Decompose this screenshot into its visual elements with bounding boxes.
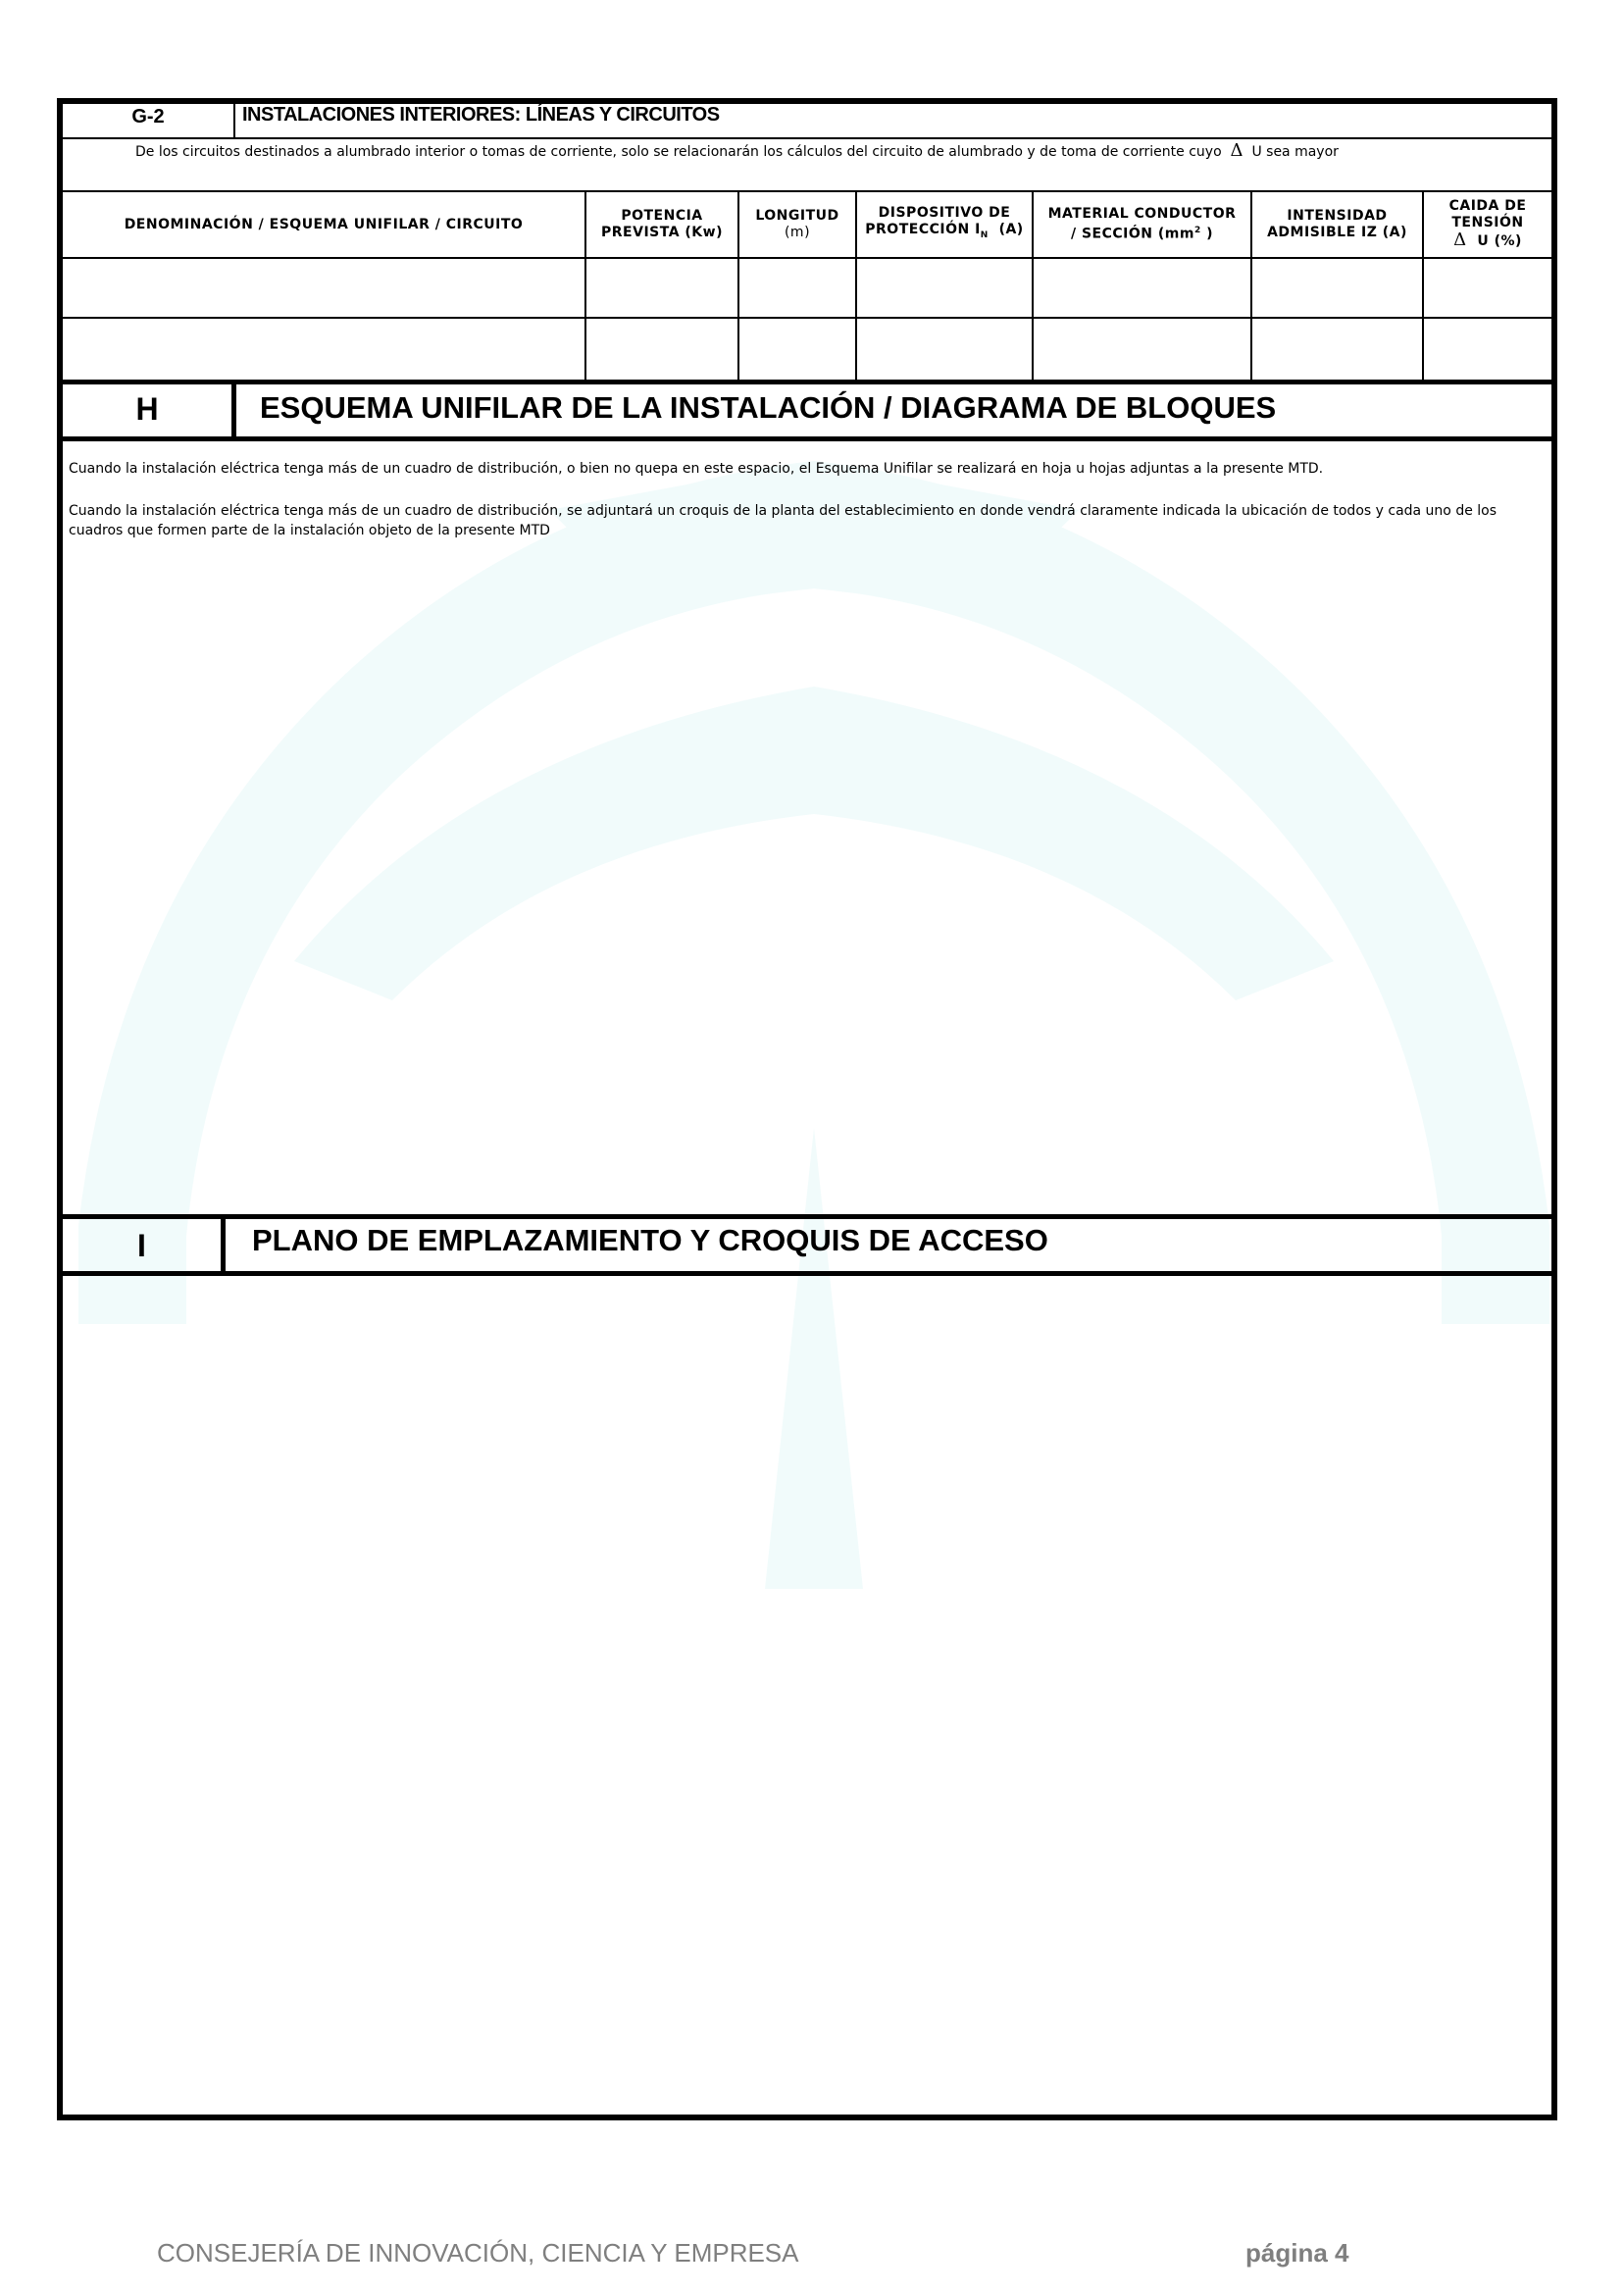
h-paragraph-1: Cuando la instalación eléctrica tenga más de un cuadro de distribución, o bien no quepa en este espacio, el Esquema Unifilar se realizará en hoja u hojas adjuntas a la presente MTD. [69, 461, 1324, 477]
section-g2-title: INSTALACIONES INTERIORES: LÍNEAS Y CIRCUITOS [242, 104, 720, 126]
g2-row1-material-cell[interactable] [1034, 259, 1250, 317]
g2-row1-longitud-cell[interactable] [739, 259, 855, 317]
section-g2-code: G-2 [131, 106, 165, 127]
i-drawing-area[interactable] [65, 1278, 1551, 2115]
col-header-longitud: LONGITUD (m) [755, 208, 839, 240]
g2-row1-intensidad-cell[interactable] [1252, 259, 1422, 317]
h-header-bottom-line [63, 436, 1551, 441]
col-header-intensidad: INTENSIDAD ADMISIBLE IZ (A) [1267, 208, 1407, 240]
footer-organization: CONSEJERÍA DE INNOVACIÓN, CIENCIA Y EMPRESA [157, 2238, 799, 2268]
col-header-dispositivo: DISPOSITIVO DE PROTECCIÓN $I_N$ (A) [865, 205, 1024, 240]
g2-row1-dispositivo-cell[interactable] [857, 259, 1032, 317]
g2-row2-material-cell[interactable] [1034, 319, 1250, 381]
section-h-title: ESQUEMA UNIFILAR DE LA INSTALACIÓN / DIAGRAMA DE BLOQUES [260, 390, 1277, 425]
section-i-code: I [137, 1228, 146, 1263]
h-paragraph-2: Cuando la instalación eléctrica tenga más de un cuadro de distribución, se adjuntará un croquis de la planta del establecimiento en donde vendrá claramente indicada la ubicación de todos y cada uno de los cuadros que formen parte de la instalación objeto de la presente MTD [69, 503, 1497, 538]
g2-note-delta: Δ [1230, 140, 1243, 161]
delta-icon: Δ [1453, 229, 1467, 250]
h-header-top-line [63, 380, 1551, 384]
g2-row2-longitud-cell[interactable] [739, 319, 855, 381]
i-header-top-line [63, 1214, 1551, 1219]
i-code-divider [221, 1214, 226, 1276]
g2-row2-intensidad-cell[interactable] [1252, 319, 1422, 381]
col-header-caida: CAIDA DE TENSIÓN Δ U (%) [1448, 197, 1527, 250]
g2-note-suffix: U sea mayor [1251, 144, 1339, 160]
g2-note-prefix: De los circuitos destinados a alumbrado interior o tomas de corriente, solo se relacionarán los cálculos del circuito de alumbrado y de toma de corriente cuyo [135, 144, 1222, 160]
col-header-material: MATERIAL CONDUCTOR / SECCIÓN ($mm^2$ ) [1047, 206, 1237, 242]
g2-note [135, 141, 1339, 162]
g2-code-divider [233, 102, 235, 137]
footer-page-number: página 4 [1245, 2238, 1349, 2268]
g2-row2-denominacion-cell[interactable] [65, 319, 584, 381]
i-header-bottom-line [63, 1271, 1551, 1276]
col-header-denominacion: DENOMINACIÓN / ESQUEMA UNIFILAR / CIRCUITO [124, 216, 524, 232]
g2-row2-caida-cell[interactable] [1424, 319, 1551, 381]
g2-header-bottom-line [63, 137, 1551, 139]
col-header-potencia: POTENCIA PREVISTA (Kw) [601, 208, 723, 240]
section-i-title: PLANO DE EMPLAZAMIENTO Y CROQUIS DE ACCESO [252, 1223, 1048, 1257]
h-code-divider [231, 380, 236, 441]
g2-row1-potencia-cell[interactable] [586, 259, 737, 317]
g2-row2-dispositivo-cell[interactable] [857, 319, 1032, 381]
h-drawing-area[interactable] [65, 549, 1551, 1212]
g2-row2-potencia-cell[interactable] [586, 319, 737, 381]
g2-row1-denominacion-cell[interactable] [65, 259, 584, 317]
section-h-code: H [135, 391, 159, 427]
g2-row1-caida-cell[interactable] [1424, 259, 1551, 317]
